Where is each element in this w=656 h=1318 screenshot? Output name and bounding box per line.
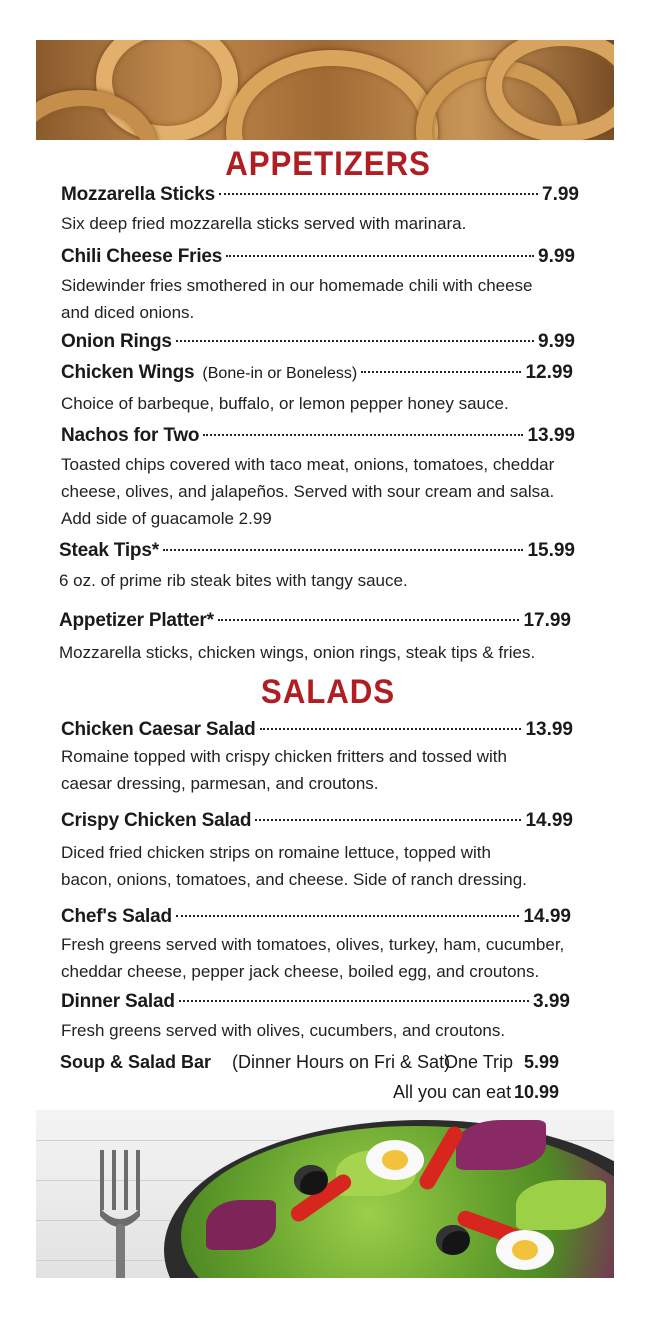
item-name: Mozzarella Sticks <box>61 184 215 205</box>
item-price: 15.99 <box>527 540 575 561</box>
item-price: 7.99 <box>542 184 579 205</box>
item-name: Steak Tips* <box>59 540 159 561</box>
menu-item-dinner-salad <box>61 991 570 1013</box>
menu-item-crispy-chicken-salad <box>61 810 573 832</box>
item-description <box>61 839 527 893</box>
item-description <box>61 272 533 326</box>
menu-item-chicken-caesar-salad <box>61 719 573 741</box>
menu-item-onion-rings <box>61 331 575 353</box>
description-line: Mozzarella sticks, chicken wings, onion rings, steak tips & fries. <box>59 643 536 662</box>
description-line: bacon, onions, tomatoes, and cheese. Side of ranch dressing. <box>61 870 527 889</box>
item-name: Dinner Salad <box>61 991 175 1012</box>
dot-leader <box>260 728 522 730</box>
menu-item-chefs-salad <box>61 906 571 928</box>
description-line: caesar dressing, parmesan, and croutons. <box>61 774 379 793</box>
item-name: Soup & Salad Bar <box>60 1052 212 1072</box>
item-name: Chicken Wings <box>61 362 195 383</box>
item-name: Chef's Salad <box>61 906 172 927</box>
dot-leader <box>176 915 520 917</box>
all-you-can-eat-label: All you can eat <box>393 1082 512 1102</box>
dot-leader <box>361 371 521 373</box>
description-line: Sidewinder fries smothered in our homemade chili with cheese <box>61 276 533 295</box>
onion-rings-photo <box>36 40 614 140</box>
item-name: Chili Cheese Fries <box>61 246 223 267</box>
item-name: Onion Rings <box>61 331 172 352</box>
menu-item-steak-tips <box>59 540 575 562</box>
description-line: Fresh greens served with olives, cucumbers, and croutons. <box>61 1021 506 1040</box>
item-price: 14.99 <box>523 906 571 927</box>
item-name: Appetizer Platter* <box>59 610 214 631</box>
all-you-can-eat-price: 10.99 <box>514 1082 560 1102</box>
one-trip-label: One Trip <box>444 1052 514 1072</box>
item-description <box>61 451 554 532</box>
dot-leader <box>179 1000 529 1002</box>
item-price: 13.99 <box>527 425 575 446</box>
soup-bar-all-you-can-eat <box>60 1082 572 1108</box>
menu-item-chicken-wings <box>61 362 573 384</box>
item-price: 17.99 <box>523 610 571 631</box>
item-note: (Bone-in or Boneless) <box>202 365 358 382</box>
description-line: 6 oz. of prime rib steak bites with tangy sauce. <box>59 571 408 590</box>
description-line: cheese, olives, and jalapeños. Served with sour cream and salsa. <box>61 482 555 501</box>
fork-icon <box>94 1150 150 1278</box>
item-description <box>61 210 466 237</box>
description-line: cheddar cheese, pepper jack cheese, boiled egg, and croutons. <box>61 962 540 981</box>
description-line: and diced onions. <box>61 303 195 322</box>
dot-leader <box>176 340 534 342</box>
dot-leader <box>219 193 538 195</box>
menu-item-appetizer-platter <box>59 610 571 632</box>
menu-item-soup-salad-bar <box>60 1052 572 1078</box>
hours-note: (Dinner Hours on Fri & Sat) <box>232 1052 451 1072</box>
item-description <box>59 567 408 594</box>
item-name: Nachos for Two <box>61 425 200 446</box>
salads-heading: SALADS <box>260 673 396 711</box>
dot-leader <box>255 819 521 821</box>
one-trip-price: 5.99 <box>524 1052 560 1072</box>
menu-item-chili-cheese-fries <box>61 246 575 268</box>
menu-item-nachos-for-two <box>61 425 575 447</box>
menu-item-mozzarella-sticks <box>61 184 579 206</box>
salad-bowl-photo <box>36 1110 614 1278</box>
item-price: 14.99 <box>525 810 573 831</box>
description-line: Romaine topped with crispy chicken fritters and tossed with <box>61 747 507 766</box>
dot-leader <box>163 549 524 551</box>
item-price: 9.99 <box>538 246 575 267</box>
item-description <box>61 390 509 417</box>
item-name: Crispy Chicken Salad <box>61 810 252 831</box>
appetizers-heading: APPETIZERS <box>225 145 431 183</box>
item-name: Chicken Caesar Salad <box>61 719 256 740</box>
description-line: Add side of guacamole 2.99 <box>61 509 272 528</box>
item-description <box>61 931 564 985</box>
item-price: 3.99 <box>533 991 570 1012</box>
dot-leader <box>226 255 534 257</box>
item-price: 9.99 <box>538 331 575 352</box>
description-line: Toasted chips covered with taco meat, onions, tomatoes, cheddar <box>61 455 555 474</box>
dot-leader <box>218 619 520 621</box>
description-line: Six deep fried mozzarella sticks served with marinara. <box>61 214 467 233</box>
item-description <box>61 1017 505 1044</box>
description-line: Choice of barbeque, buffalo, or lemon pepper honey sauce. <box>61 394 509 413</box>
item-price: 12.99 <box>525 362 573 383</box>
item-description <box>61 743 507 797</box>
dot-leader <box>203 434 523 436</box>
item-description <box>59 639 535 666</box>
item-price: 13.99 <box>525 719 573 740</box>
description-line: Diced fried chicken strips on romaine lettuce, topped with <box>61 843 491 862</box>
description-line: Fresh greens served with tomatoes, olives, turkey, ham, cucumber, <box>61 935 565 954</box>
